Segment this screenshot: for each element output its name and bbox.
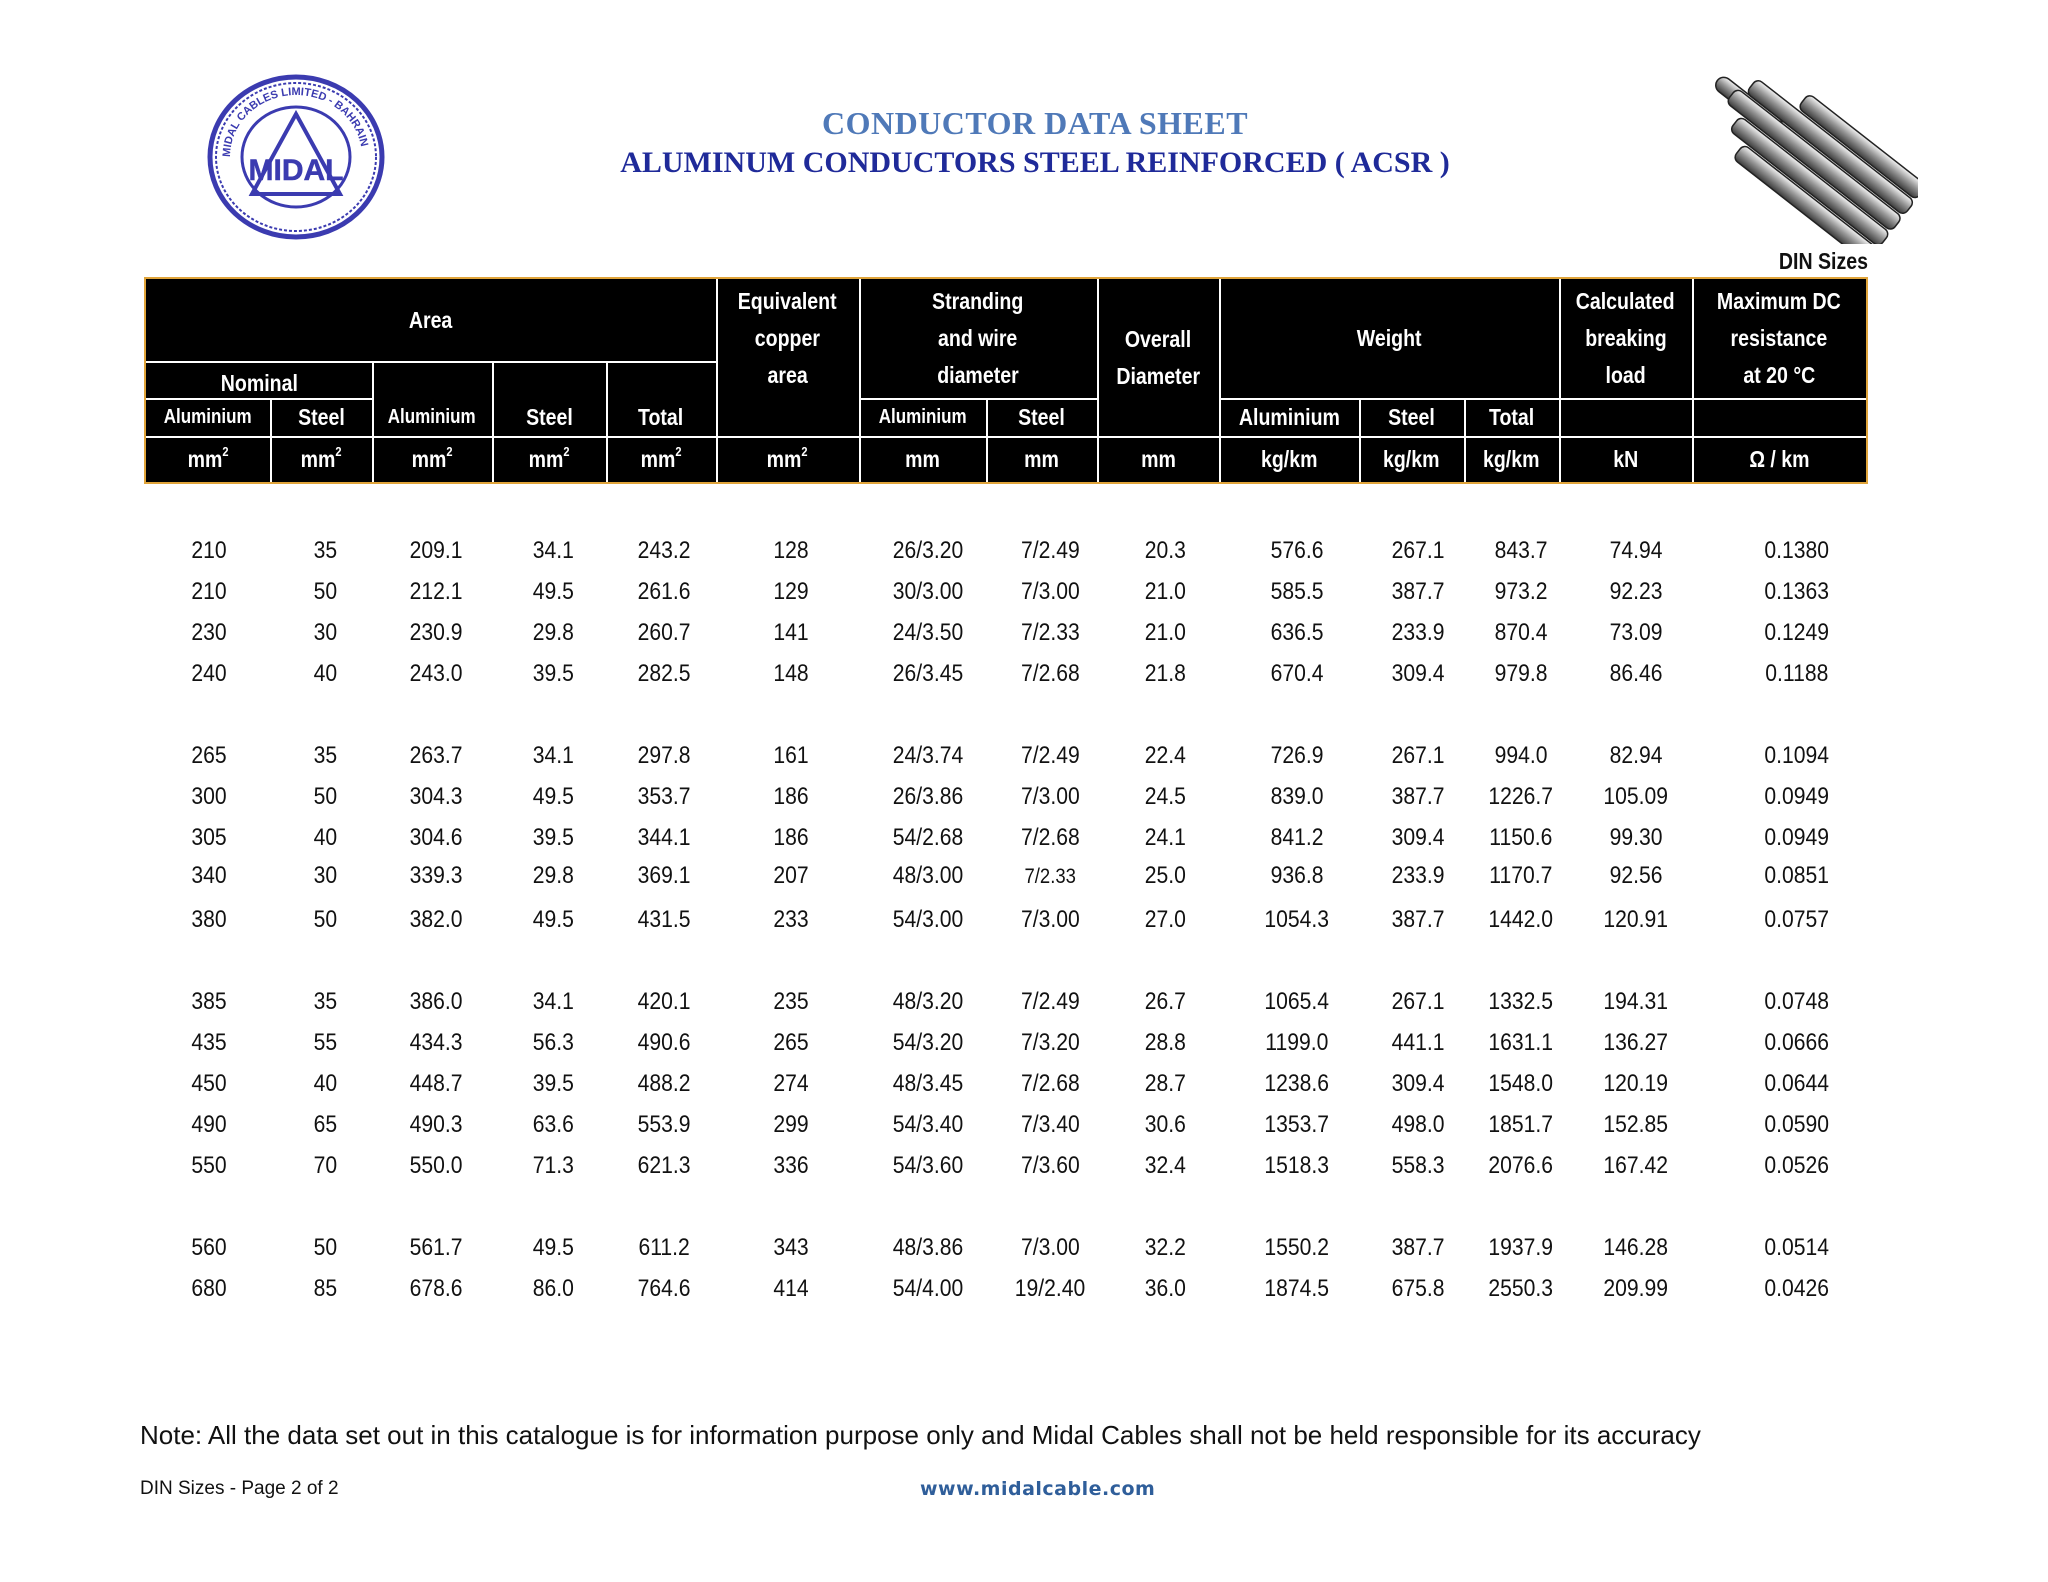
table-cell: 34.1 (532, 537, 574, 564)
table-cell: 25.0 (1144, 862, 1186, 889)
table-cell: 74.94 (1609, 537, 1663, 564)
table-cell: 7/2.33 (1020, 619, 1080, 646)
nominal-header: Nominal (220, 370, 298, 397)
table-cell: 265 (773, 1029, 809, 1056)
unit-ohm-km: Ω / km (1748, 445, 1810, 472)
unit-mm2: $mm^2$ (528, 443, 570, 472)
table-cell: 230 (191, 619, 227, 646)
table-cell: 120.91 (1603, 906, 1669, 933)
table-cell: 40 (313, 660, 337, 687)
table-cell: 70 (313, 1152, 337, 1179)
table-cell: 560 (191, 1234, 227, 1261)
table-cell: 490.3 (409, 1111, 463, 1138)
table-cell: 24/3.50 (892, 619, 964, 646)
table-cell: 870.4 (1494, 619, 1548, 646)
table-cell: 28.8 (1144, 1029, 1186, 1056)
table-cell: 7/2.68 (1020, 1070, 1080, 1097)
table-cell: 0.0949 (1764, 783, 1830, 810)
table-cell: 210 (191, 537, 227, 564)
unit-mm2: $mm^2$ (411, 443, 453, 472)
table-cell: 670.4 (1270, 660, 1324, 687)
table-cell: 841.2 (1270, 824, 1324, 851)
table-cell: 726.9 (1270, 742, 1324, 769)
table-cell: 82.94 (1609, 742, 1663, 769)
table-cell: 1874.5 (1264, 1275, 1330, 1302)
table-cell: 129 (773, 578, 809, 605)
table-cell: 764.6 (637, 1275, 691, 1302)
table-cell: 21.0 (1144, 619, 1186, 646)
table-cell: 141 (773, 619, 809, 646)
table-cell: 243.0 (409, 660, 463, 687)
table-cell: 2550.3 (1488, 1275, 1554, 1302)
table-cell: 1353.7 (1264, 1111, 1330, 1138)
divider (1559, 398, 1866, 400)
table-cell: 1937.9 (1488, 1234, 1554, 1261)
table-cell: 0.1188 (1765, 660, 1829, 687)
table-cell: 50 (313, 1234, 337, 1261)
table-cell: 233.9 (1391, 862, 1445, 889)
table-cell: 54/2.68 (892, 824, 964, 851)
breaking-load-header: Calculated breaking load (1576, 288, 1675, 388)
table-cell: 194.31 (1603, 988, 1669, 1015)
table-cell: 86.0 (532, 1275, 574, 1302)
table-cell: 387.7 (1391, 906, 1445, 933)
table-cell: 210 (191, 578, 227, 605)
table-cell: 65 (313, 1111, 337, 1138)
table-cell: 99.30 (1609, 824, 1663, 851)
table-cell: 24/3.74 (892, 742, 964, 769)
table-cell: 49.5 (532, 578, 574, 605)
table-cell: 7/3.20 (1020, 1029, 1080, 1056)
table-cell: 36.0 (1144, 1275, 1186, 1302)
table-cell: 576.6 (1270, 537, 1324, 564)
table-cell: 336 (773, 1152, 809, 1179)
unit-mm2: $mm^2$ (187, 443, 229, 472)
table-cell: 63.6 (532, 1111, 574, 1138)
table-cell: 7/3.60 (1020, 1152, 1080, 1179)
table-cell: 32.2 (1144, 1234, 1186, 1261)
table-cell: 621.3 (637, 1152, 691, 1179)
table-cell: 152.85 (1603, 1111, 1669, 1138)
table-cell: 0.0666 (1764, 1029, 1830, 1056)
table-cell: 105.09 (1603, 783, 1669, 810)
table-cell: 675.8 (1391, 1275, 1445, 1302)
table-cell: 34.1 (532, 742, 574, 769)
table-cell: 148 (773, 660, 809, 687)
table-cell: 7/3.00 (1020, 783, 1080, 810)
table-cell: 30 (313, 619, 337, 646)
table-cell: 48/3.86 (892, 1234, 964, 1261)
table-cell: 7/2.49 (1020, 742, 1080, 769)
table-cell: 1170.7 (1489, 862, 1553, 889)
table-cell: 21.8 (1144, 660, 1186, 687)
table-cell: 267.1 (1391, 988, 1445, 1015)
table-cell: 128 (773, 537, 809, 564)
table-cell: 309.4 (1391, 824, 1445, 851)
equivalent-copper-header: Equivalent copper area (738, 288, 837, 388)
table-cell: 309.4 (1391, 1070, 1445, 1097)
sub-stranding-aluminium: Aluminium (878, 406, 967, 428)
table-cell: 636.5 (1270, 619, 1324, 646)
table-cell: 7/3.00 (1020, 906, 1080, 933)
unit-mm2: $mm^2$ (300, 443, 342, 472)
table-cell: 380 (191, 906, 227, 933)
table-cell: 29.8 (532, 619, 574, 646)
title-block (500, 103, 1570, 183)
table-cell: 843.7 (1494, 537, 1548, 564)
unit-mm: mm (905, 445, 940, 472)
unit-kg-km: kg/km (1483, 445, 1540, 472)
logo-ring-text: MIDAL CABLES LIMITED - BAHRAIN (220, 85, 371, 158)
table-cell: 39.5 (532, 1070, 574, 1097)
table-header (144, 277, 1868, 484)
sub-aluminium: Aluminium (388, 406, 476, 428)
table-cell: 86.46 (1609, 660, 1663, 687)
table-cell: 49.5 (532, 906, 574, 933)
sub-weight-steel: Steel (1388, 403, 1435, 430)
table-cell: 48/3.20 (892, 988, 964, 1015)
table-cell: 35 (313, 988, 337, 1015)
table-cell: 498.0 (1391, 1111, 1445, 1138)
table-cell: 54/3.00 (892, 906, 964, 933)
table-cell: 1065.4 (1264, 988, 1330, 1015)
table-cell: 2076.6 (1488, 1152, 1554, 1179)
table-cell: 240 (191, 660, 227, 687)
table-cell: 7/3.00 (1020, 578, 1080, 605)
table-cell: 21.0 (1144, 578, 1186, 605)
table-cell: 73.09 (1609, 619, 1663, 646)
table-cell: 161 (773, 742, 809, 769)
table-cell: 85 (313, 1275, 337, 1302)
table-cell: 387.7 (1391, 1234, 1445, 1261)
midal-logo (206, 74, 386, 240)
unit-mm: mm (1024, 445, 1059, 472)
table-cell: 48/3.00 (892, 862, 964, 889)
table-cell: 274 (773, 1070, 809, 1097)
table-cell: 561.7 (409, 1234, 463, 1261)
table-cell: 49.5 (532, 1234, 574, 1261)
table-cell: 233 (773, 906, 809, 933)
table-cell: 27.0 (1144, 906, 1186, 933)
table-cell: 344.1 (637, 824, 691, 851)
table-cell: 50 (313, 906, 337, 933)
table-cell: 7/3.40 (1020, 1111, 1080, 1138)
unit-mm2: $mm^2$ (640, 443, 682, 472)
overall-diameter-header: Overall Diameter (1116, 325, 1200, 389)
table-cell: 120.19 (1603, 1070, 1669, 1097)
table-cell: 209.1 (409, 537, 463, 564)
table-cell: 30.6 (1144, 1111, 1186, 1138)
table-cell: 435 (191, 1029, 227, 1056)
table-cell: 297.8 (637, 742, 691, 769)
table-cell: 936.8 (1270, 862, 1324, 889)
table-cell: 353.7 (637, 783, 691, 810)
table-cell: 0.0514 (1764, 1234, 1830, 1261)
table-cell: 7/2.68 (1020, 824, 1080, 851)
table-cell: 28.7 (1144, 1070, 1186, 1097)
unit-kg-km: kg/km (1383, 445, 1440, 472)
table-cell: 0.0851 (1764, 862, 1830, 889)
table-cell: 7/2.68 (1020, 660, 1080, 687)
dc-resistance-header: Maximum DC resistance at 20 °C (1717, 288, 1841, 388)
table-cell: 414 (773, 1275, 809, 1302)
table-cell: 387.7 (1391, 578, 1445, 605)
table-cell: 39.5 (532, 824, 574, 851)
table-cell: 32.4 (1144, 1152, 1186, 1179)
table-cell: 305 (191, 824, 227, 851)
unit-mm: mm (1140, 445, 1176, 472)
table-cell: 994.0 (1494, 742, 1548, 769)
table-cell: 212.1 (409, 578, 463, 605)
table-cell: 441.1 (1391, 1029, 1445, 1056)
table-cell: 0.1094 (1764, 742, 1830, 769)
table-cell: 0.1363 (1764, 578, 1830, 605)
table-cell: 71.3 (532, 1152, 574, 1179)
sub-steel: Steel (525, 403, 573, 430)
sub-weight-total: Total (1488, 403, 1535, 430)
table-cell: 55 (313, 1029, 337, 1056)
table-cell: 34.1 (532, 988, 574, 1015)
table-cell: 1054.3 (1264, 906, 1330, 933)
table-cell: 233.9 (1391, 619, 1445, 646)
table-cell: 0.0644 (1764, 1070, 1830, 1097)
table-cell: 54/3.20 (892, 1029, 964, 1056)
table-cell: 50 (313, 783, 337, 810)
table-cell: 0.0949 (1764, 824, 1830, 851)
table-cell: 26/3.86 (892, 783, 964, 810)
page-indicator: DIN Sizes - Page 2 of 2 (140, 1478, 339, 1499)
table-cell: 186 (773, 824, 809, 851)
table-cell: 24.1 (1144, 824, 1186, 851)
table-cell: 26/3.20 (892, 537, 964, 564)
table-cell: 26.7 (1144, 988, 1186, 1015)
table-cell: 7/2.49 (1020, 537, 1080, 564)
table-cell: 0.0590 (1764, 1111, 1830, 1138)
sub-nominal-steel: Steel (297, 403, 345, 430)
table-cell: 299 (773, 1111, 809, 1138)
din-sizes-label: DIN Sizes (1778, 248, 1868, 274)
table-cell: 1631.1 (1488, 1029, 1554, 1056)
table-cell: 20.3 (1144, 537, 1186, 564)
table-cell: 558.3 (1391, 1152, 1445, 1179)
table-cell: 1199.0 (1265, 1029, 1329, 1056)
table-cell: 450 (191, 1070, 227, 1097)
table-cell: 386.0 (409, 988, 463, 1015)
table-cell: 92.23 (1609, 578, 1663, 605)
table-cell: 30 (313, 862, 337, 889)
sub-total: Total (638, 403, 684, 430)
table-cell: 7/2.49 (1020, 988, 1080, 1015)
table-cell: 243.2 (637, 537, 691, 564)
unit-kg-km: kg/km (1260, 445, 1318, 472)
table-cell: 230.9 (409, 619, 463, 646)
table-cell: 146.28 (1603, 1234, 1669, 1261)
sub-stranding-steel: Steel (1018, 403, 1065, 430)
table-cell: 22.4 (1144, 742, 1186, 769)
table-cell: 261.6 (637, 578, 691, 605)
table-cell: 54/4.00 (892, 1275, 964, 1302)
table-cell: 839.0 (1270, 783, 1324, 810)
table-cell: 1150.6 (1489, 824, 1553, 851)
table-cell: 1442.0 (1488, 906, 1554, 933)
table-cell: 209.99 (1603, 1275, 1669, 1302)
table-cell: 29.8 (532, 862, 574, 889)
table-cell: 35 (313, 742, 337, 769)
table-cell: 553.9 (637, 1111, 691, 1138)
table-cell: 304.3 (409, 783, 463, 810)
table-cell: 550 (191, 1152, 227, 1179)
area-header: Area (409, 306, 453, 333)
table-cell: 304.6 (409, 824, 463, 851)
table-cell: 420.1 (637, 988, 691, 1015)
table-cell: 7/3.00 (1020, 1234, 1080, 1261)
table-cell: 385 (191, 988, 227, 1015)
table-cell: 0.1380 (1764, 537, 1830, 564)
table-cell: 382.0 (409, 906, 463, 933)
table-cell: 0.0748 (1764, 988, 1830, 1015)
table-cell: 24.5 (1144, 783, 1186, 810)
table-cell: 7/2.33 (1024, 865, 1076, 888)
table-cell: 0.0757 (1764, 906, 1830, 933)
table-cell: 50 (313, 578, 337, 605)
table-cell: 92.56 (1609, 862, 1663, 889)
sub-weight-aluminium: Aluminium (1238, 403, 1340, 430)
logo-text: MIDAL (248, 154, 344, 187)
table-cell: 339.3 (409, 862, 463, 889)
table-cell: 434.3 (409, 1029, 463, 1056)
table-cell: 30/3.00 (892, 578, 964, 605)
table-cell: 35 (313, 537, 337, 564)
table-cell: 0.1249 (1764, 619, 1830, 646)
table-cell: 56.3 (532, 1029, 574, 1056)
table-cell: 611.2 (638, 1234, 690, 1261)
table-cell: 431.5 (637, 906, 691, 933)
table-cell: 1238.6 (1264, 1070, 1330, 1097)
table-cell: 973.2 (1494, 578, 1548, 605)
table-cell: 282.5 (637, 660, 691, 687)
table-cell: 263.7 (409, 742, 463, 769)
table-cell: 40 (313, 824, 337, 851)
unit-mm2: $mm^2$ (767, 443, 808, 472)
table-cell: 309.4 (1391, 660, 1445, 687)
table-cell: 207 (773, 862, 809, 889)
table-cell: 1518.3 (1264, 1152, 1330, 1179)
table-cell: 167.42 (1603, 1152, 1669, 1179)
disclaimer-note: Note: All the data set out in this catalogue is for information purpose only and Midal Cables shall not be held responsible for its accuracy (140, 1420, 1701, 1450)
sub-nominal-aluminium: Aluminium (164, 406, 252, 428)
table-cell: 300 (191, 783, 227, 810)
table-cell: 678.6 (409, 1275, 463, 1302)
table-cell: 235 (773, 988, 809, 1015)
page-subtitle: ALUMINUM CONDUCTORS STEEL REINFORCED ( ACSR ) (620, 146, 1450, 179)
table-cell: 0.0426 (1764, 1275, 1830, 1302)
table-cell: 1851.7 (1488, 1111, 1554, 1138)
table-cell: 267.1 (1391, 742, 1445, 769)
table-cell: 26/3.45 (892, 660, 964, 687)
table-cell: 550.0 (409, 1152, 463, 1179)
table-cell: 680 (191, 1275, 227, 1302)
table-cell: 40 (313, 1070, 337, 1097)
table-cell: 267.1 (1391, 537, 1445, 564)
table-cell: 186 (773, 783, 809, 810)
table-cell: 1226.7 (1488, 783, 1554, 810)
stranding-header: Stranding and wire diameter (932, 288, 1024, 388)
table-cell: 39.5 (532, 660, 574, 687)
table-cell: 19/2.40 (1014, 1275, 1086, 1302)
website-link[interactable]: www.midalcable.com (920, 1478, 1156, 1500)
table-cell: 48/3.45 (892, 1070, 964, 1097)
table-cell: 1332.5 (1488, 988, 1554, 1015)
table-cell: 1548.0 (1488, 1070, 1554, 1097)
cable-illustration (1678, 68, 1918, 244)
table-cell: 343 (773, 1234, 809, 1261)
unit-kn: kN (1613, 445, 1638, 472)
table-cell: 265 (191, 742, 227, 769)
table-cell: 979.8 (1494, 660, 1548, 687)
table-cell: 1550.2 (1264, 1234, 1330, 1261)
table-cell: 340 (191, 862, 227, 889)
table-cell: 54/3.40 (892, 1111, 964, 1138)
table-cell: 54/3.60 (892, 1152, 964, 1179)
table-cell: 260.7 (637, 619, 691, 646)
table-cell: 490.6 (637, 1029, 691, 1056)
table-cell: 490 (191, 1111, 227, 1138)
table-cell: 136.27 (1603, 1029, 1669, 1056)
table-cell: 448.7 (409, 1070, 463, 1097)
table-cell: 369.1 (637, 862, 691, 889)
table-cell: 0.0526 (1764, 1152, 1830, 1179)
page-title: CONDUCTOR DATA SHEET (821, 105, 1249, 141)
table-cell: 585.5 (1270, 578, 1324, 605)
table-cell: 387.7 (1391, 783, 1445, 810)
weight-header: Weight (1356, 325, 1422, 352)
table-cell: 488.2 (637, 1070, 691, 1097)
table-cell: 49.5 (532, 783, 574, 810)
